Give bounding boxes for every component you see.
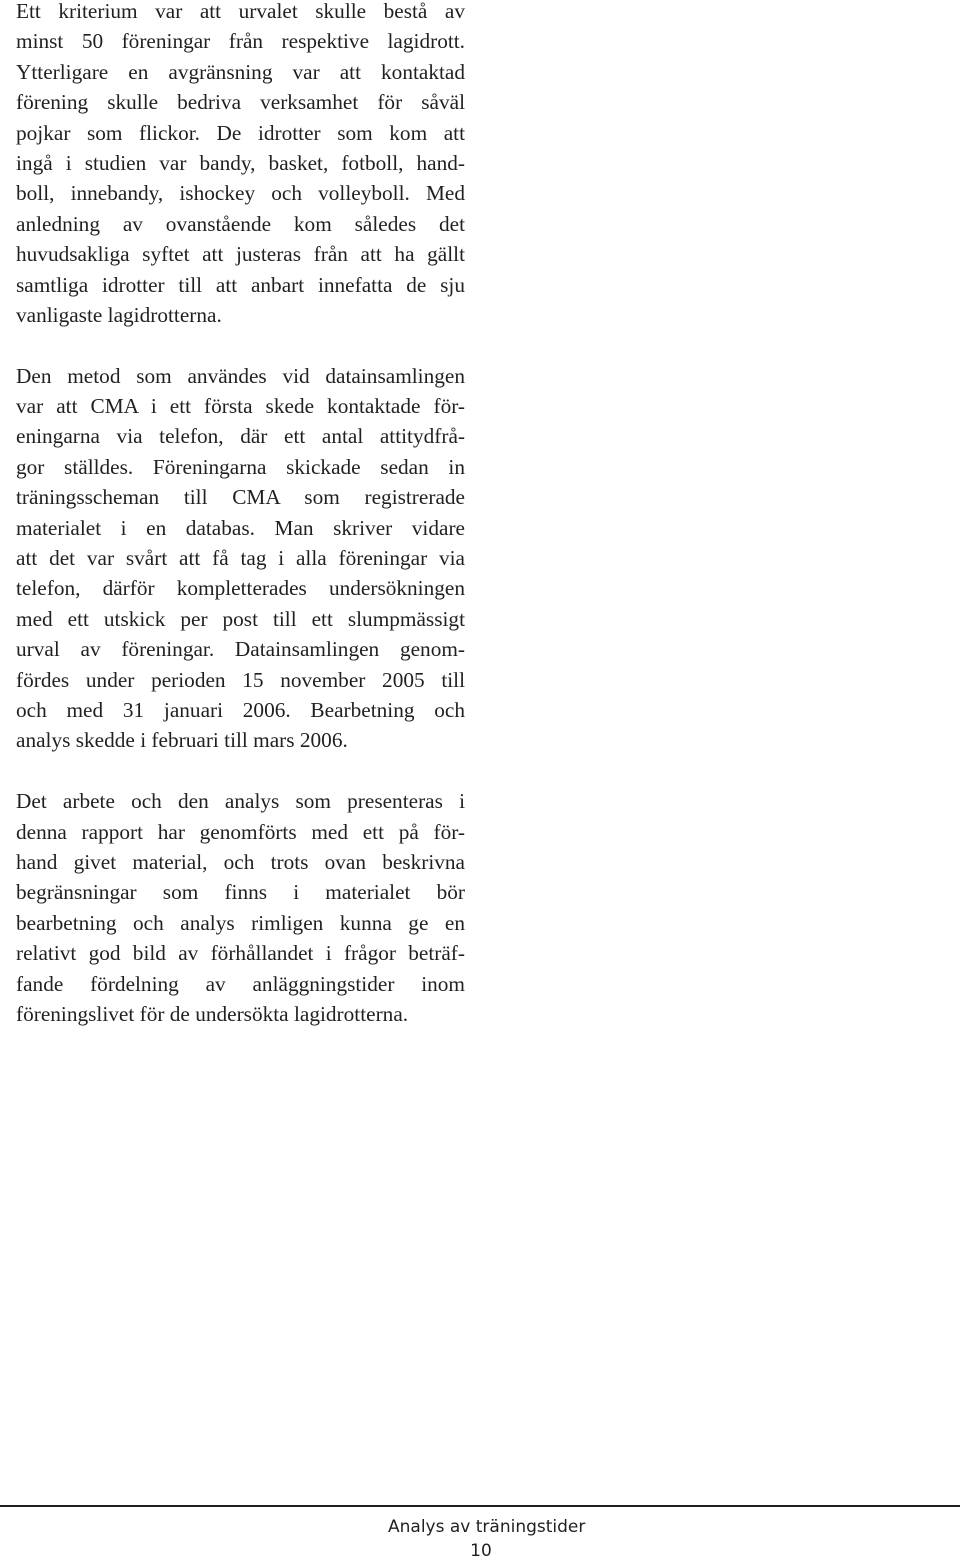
paragraph-spacer [16, 330, 465, 360]
text-line: urval av föreningar. Datainsamlingen genom- [16, 637, 465, 662]
page-number: 10 [470, 1541, 492, 1561]
text-line: relativt god bild av förhållandet i frågor beträf- [16, 941, 465, 966]
text-line: förening skulle bedriva verksamhet för såväl [16, 90, 465, 115]
text-line: eningarna via telefon, där ett antal attitydfrå- [16, 424, 465, 449]
text-line: föreningslivet för de undersökta lagidrotterna. [16, 1001, 409, 1026]
paragraph-3 [16, 786, 465, 1029]
text-line: materialet i en databas. Man skriver vidare [16, 515, 465, 540]
text-line: pojkar som flickor. De idrotter som kom att [16, 120, 465, 145]
text-line: boll, innebandy, ishockey och volleyboll. Med [16, 181, 465, 206]
text-line: vanligaste lagidrotterna. [16, 302, 222, 327]
text-line: fande fördelning av anläggningstider inom [16, 971, 465, 996]
text-line: fördes under perioden 15 november 2005 till [16, 667, 465, 692]
text-line: analys skedde i februari till mars 2006. [16, 728, 348, 753]
text-line: hand givet material, och trots ovan beskrivna [16, 849, 465, 874]
text-line: ingå i studien var bandy, basket, fotboll, hand- [16, 150, 465, 175]
footer-divider [0, 1505, 960, 1507]
text-line: begränsningar som finns i materialet bör [16, 880, 465, 905]
text-line: gor ställdes. Föreningarna skickade sedan in [16, 454, 465, 479]
paragraph-spacer [16, 756, 465, 786]
footer-title: Analys av träningstider [388, 1517, 586, 1537]
body-text [16, 0, 465, 1029]
text-line: bearbetning och analys rimligen kunna ge en [16, 910, 465, 935]
text-line: Ytterligare en avgränsning var att kontaktad [16, 59, 465, 84]
paragraph-1 [16, 0, 465, 330]
text-line: minst 50 föreningar från respektive lagidrott. [16, 29, 465, 54]
text-line: att det var svårt att få tag i alla föreningar via [16, 546, 465, 571]
text-line: var att CMA i ett första skede kontaktade för- [16, 394, 465, 419]
text-line: Den metod som användes vid datainsamlingen [16, 363, 465, 388]
text-line: huvudsakliga syftet att justeras från att ha gällt [16, 242, 465, 267]
text-line: och med 31 januari 2006. Bearbetning och [16, 697, 465, 722]
text-line: anledning av ovanstående kom således det [16, 211, 465, 236]
text-line: telefon, därför kompletterades undersökningen [16, 576, 465, 601]
text-line: samtliga idrotter till att anbart innefatta de sju [16, 272, 465, 297]
text-line: träningsscheman till CMA som registrerade [16, 485, 465, 510]
text-line: Det arbete och den analys som presenteras i [16, 789, 465, 814]
paragraph-2 [16, 361, 465, 756]
text-line: denna rapport har genomförts med ett på för- [16, 819, 465, 844]
text-line: Ett kriterium var att urvalet skulle bestå av [16, 0, 465, 23]
text-line: med ett utskick per post till ett slumpmässigt [16, 606, 465, 631]
